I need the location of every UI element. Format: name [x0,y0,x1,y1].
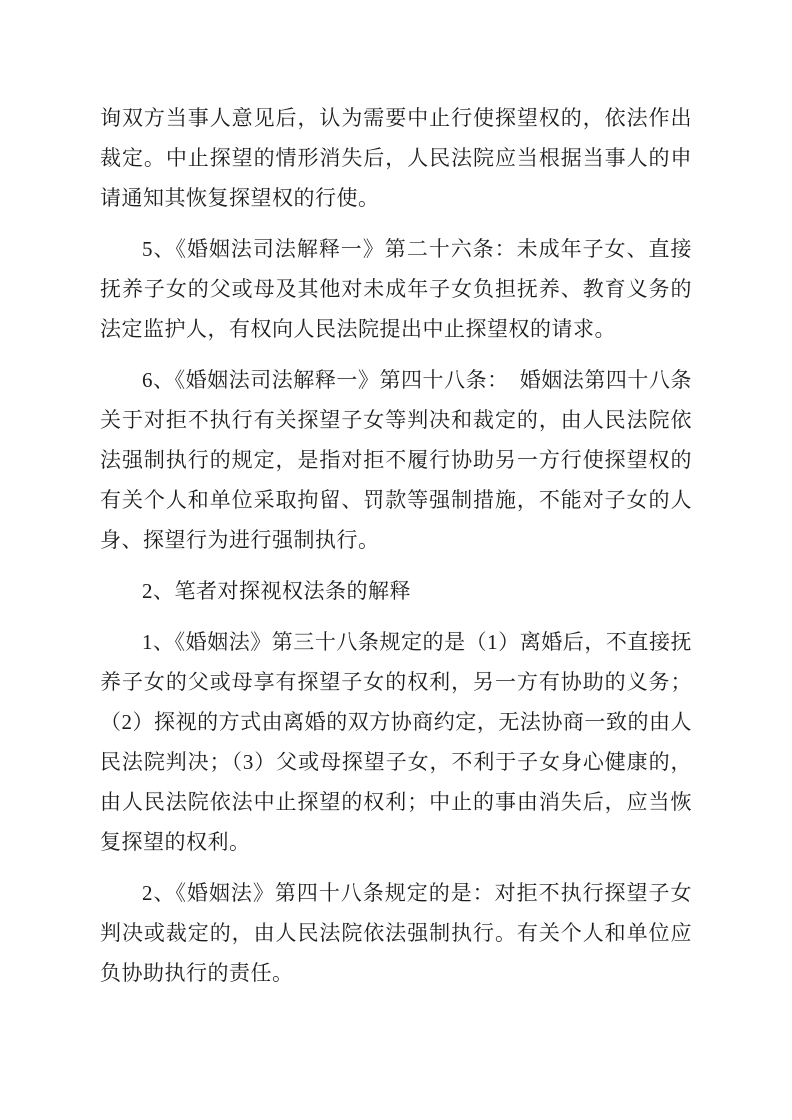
paragraph-item-6: 6、《婚姻法司法解释一》第四十八条： 婚姻法第四十八条关于对拒不执行有关探望子女等判决和裁定的，由人民法院依法强制执行的规定，是指对拒不履行协助另一方行使探望权的有关个人和单位采取拘留、罚款等强制措施，不能对子女的人身、探望行为进行强制执行。 [100,368,692,552]
paragraph-continuation: 询双方当事人意见后，认为需要中止行使探望权的，依法作出裁定。中止探望的情形消失后，人民法院应当根据当事人的申请通知其恢复探望权的行使。 [100,106,692,210]
paragraph-item-2: 2、《婚姻法》第四十八条规定的是：对拒不执行探望子女判决或裁定的，由人民法院依法强制执行。有关个人和单位应负协助执行的责任。 [100,881,692,985]
paragraph-item-5: 5、《婚姻法司法解释一》第二十六条：未成年子女、直接抚养子女的父或母及其他对未成年子女负担抚养、教育义务的法定监护人，有权向人民法院提出中止探望权的请求。 [100,237,692,341]
section-heading: 2、笔者对探视权法条的解释 [142,579,411,603]
document-content [100,98,692,1004]
paragraph-item-1: 1、《婚姻法》第三十八条规定的是（1）离婚后，不直接抚养子女的父或母享有探望子女的权利，另一方有协助的义务；（2）探视的方式由离婚的双方协商约定，无法协商一致的由人民法院判决；（3）父或母探望子女，不利于子女身心健康的，由人民法院依法中止探望的权利；中止的事由消失后，应当恢复探望的权利。 [100,630,692,854]
